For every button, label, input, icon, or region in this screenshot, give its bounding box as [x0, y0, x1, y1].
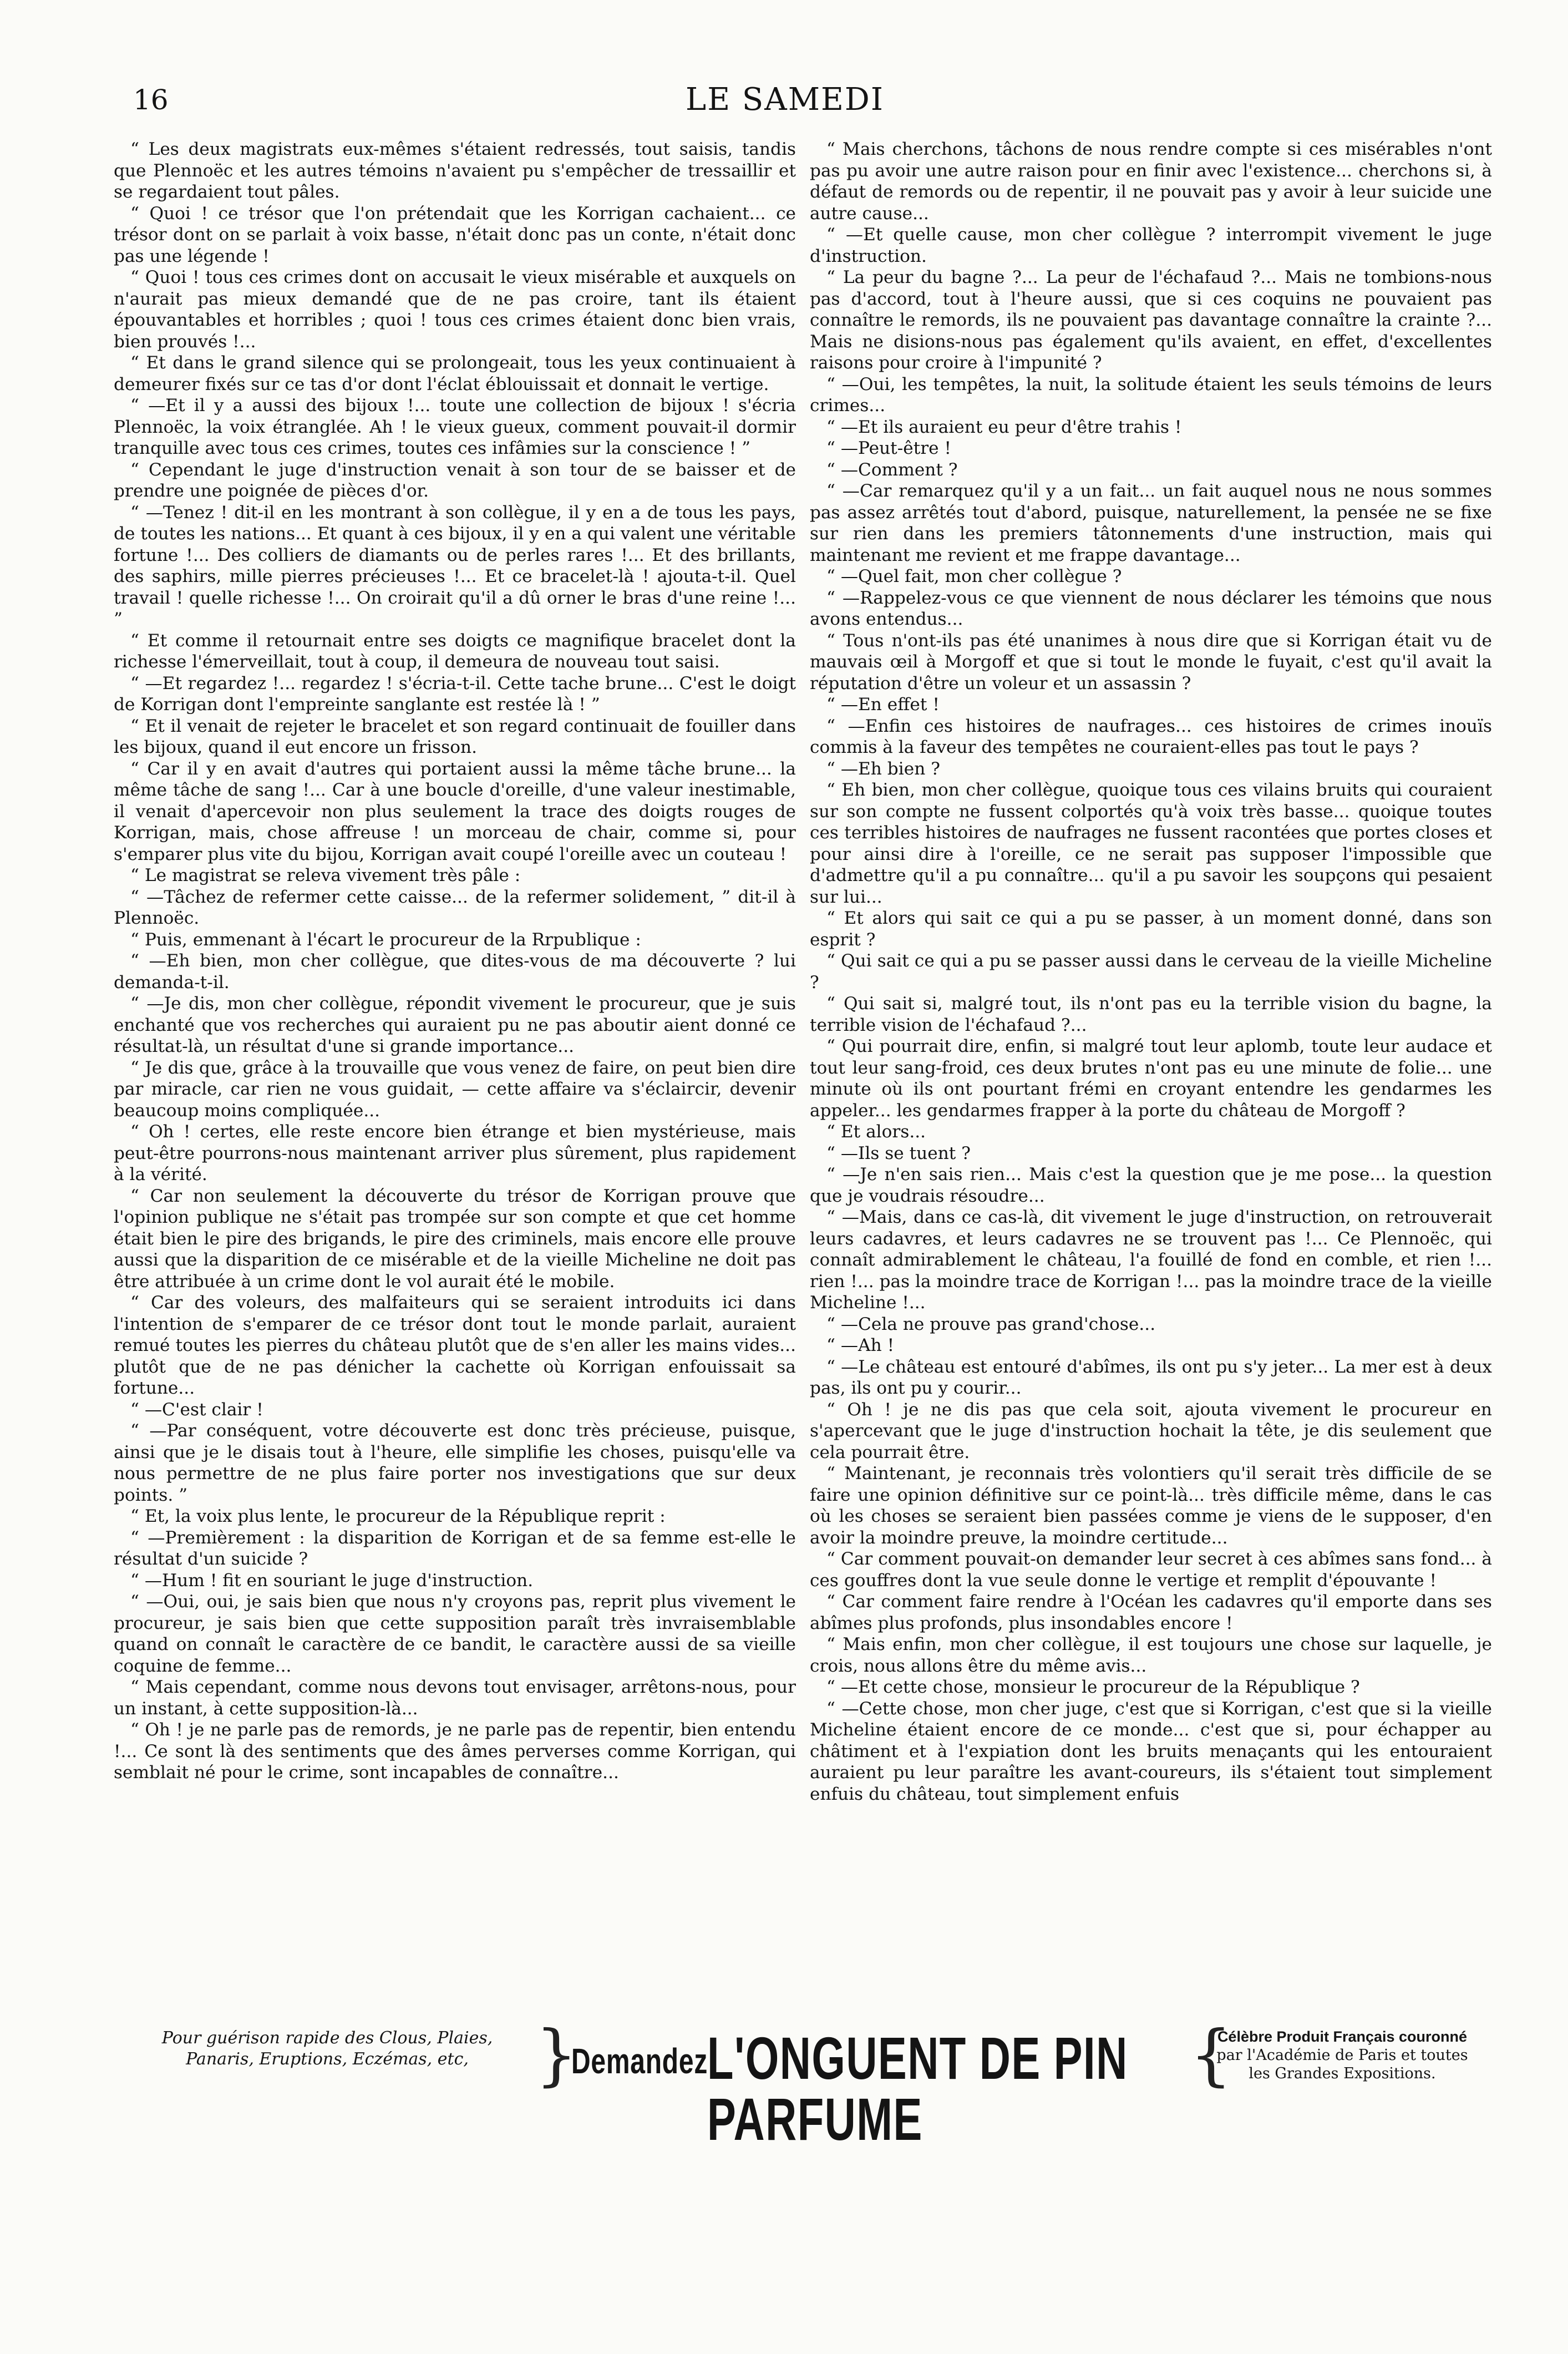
paragraph: “ —Hum ! fit en souriant le juge d'instruction.	[130, 1570, 534, 1591]
paragraph: “ —Tâchez de refermer cette caisse... de la refermer solidement, ” dit-il à Plennoëc.	[114, 887, 796, 928]
paragraph: “ Et alors...	[826, 1122, 926, 1142]
paragraph: “ —Peut-être !	[826, 438, 952, 458]
paragraph: “ Qui sait ce qui a pu se passer aussi dans le cerveau de la vieille Micheline ?	[810, 951, 1492, 993]
paragraph: “ Tous n'ont-ils pas été unanimes à nous dire que si Korrigan était vu de mauvais œil à Morgoff et que si tout le monde le fuyait, c'est qu'il avait la réputation d'être un voleur et un assassin ?	[810, 630, 1492, 693]
paragraph: “ Car non seulement la découverte du trésor de Korrigan prouve que l'opinion publique ne s'était pas trompée sur son compte et que cet homme était bien le pire des brigands, le pire des criminels, mais encore elle prouve aussi que la disparition de ce misérable et de la vieille Micheline ne doit pas être attribuée à un crime dont le vol aurait été le mobile.	[114, 1186, 796, 1292]
ad-left-text	[122, 2028, 532, 2070]
paragraph: “ —Quel fait, mon cher collègue ?	[826, 566, 1122, 586]
paragraph: “ —Ah !	[826, 1335, 895, 1355]
paragraph: “ —Eh bien, mon cher collègue, que dites-vous de ma découverte ? lui demanda-t-il.	[114, 951, 796, 993]
paragraph: “ —Le château est entouré d'abîmes, ils ont pu s'y jeter... La mer est à deux pas, ils ont pu y courir...	[810, 1356, 1492, 1398]
paragraph: “ Et alors qui sait ce qui a pu se passer, à un moment donné, dans son esprit ?	[810, 908, 1492, 950]
paragraph: “ —Et regardez !... regardez ! s'écria-t-il. Cette tache brune... C'est le doigt de Korrigan dont l'empreinte sanglante est restée là ! ”	[114, 673, 796, 715]
paragraph: “ Eh bien, mon cher collègue, quoique tous ces vilains bruits qui couraient sur son compte ne fussent colportés qu'à voix très basse... quoique toutes ces terribles histoires de naufrages ne fussent racontées que portes closes et pour ainsi dire à l'oreille, ce ne serait pas supposer l'impossible que d'admettre qu'il a pu connaître... qu'il a pu savoir les soupçons qui pesaient sur lui...	[810, 780, 1492, 907]
ad-right-text	[1215, 2028, 1470, 2083]
paragraph: “ Quoi ! tous ces crimes dont on accusait le vieux misérable et auxquels on n'aurait pas mieux demandé que de ne pas croire, tant ils étaient épouvantables et horribles ; quoi ! tous ces crimes étaient donc bien vrais, bien prouvés !...	[114, 267, 796, 352]
paragraph: “ —Par conséquent, votre découverte est donc très précieuse, puisque, ainsi que je le disais tout à l'heure, elle simplifie les choses, puisqu'elle va nous permettre de ne plus faire porter nos investigations que sur deux points. ”	[114, 1421, 796, 1505]
paragraph: “ Et comme il retournait entre ses doigts ce magnifique bracelet dont la richesse l'émerveillait, tout à coup, il demeura de nouveau tout saisi.	[114, 630, 796, 672]
paragraph: “ —Car remarquez qu'il y a un fait... un fait auquel nous ne nous sommes pas assez arrêtés tout d'abord, puisque, naturellement, la pensée ne se fixe sur rien dans les premiers tâtonnements d'une instruction, mais qui maintenant me revient et me frappe davantage...	[810, 481, 1492, 565]
paragraph: “ —Et cette chose, monsieur le procureur de la République ?	[826, 1677, 1360, 1697]
text-column-right	[810, 139, 1492, 1986]
paragraph: “ —Mais, dans ce cas-là, dit vivement le juge d'instruction, on retrouverait leurs cadavres, et leurs cadavres ne se trouvent pas !... Ce Plennoëc, qui connaît admirablement le château, l'a fouillé de fond en comble, et rien !... rien !... pas la moindre trace de Korrigan !... pas la moindre trace de la vieille Micheline !...	[810, 1207, 1492, 1313]
paragraph: “ Car des voleurs, des malfaiteurs qui se seraient introduits ici dans l'intention de s'emparer de ce trésor dont tout le monde parlait, auraient remué toutes les pierres du château plutôt que de s'en aller les mains vides... plutôt que de ne pas dénicher la cachette où Korrigan enfouissait sa fortune...	[114, 1293, 796, 1398]
paragraph: “ Quoi ! ce trésor que l'on prétendait que les Korrigan cachaient... ce trésor dont on se parlait à voix basse, n'était donc pas un conte, n'était donc pas une légende !	[114, 203, 796, 266]
paragraph: “ Oh ! je ne parle pas de remords, je ne parle pas de repentir, bien entendu !... Ce sont là des sentiments que des âmes perverses comme Korrigan, qui semblait né pour le crime, sont incapables de connaître...	[114, 1720, 796, 1783]
paragraph: “ Puis, emmenant à l'écart le procureur de la Rrpublique :	[130, 929, 641, 950]
paragraph: “ La peur du bagne ?... La peur de l'échafaud ?... Mais ne tombions-nous pas d'accord, tout à l'heure aussi, que si ces coquins ne pouvaient pas connaître le remords, ils ne pouvaient pas davantage connaître la crainte ?... Mais ne disions-nous pas également qu'ils avaient, en effet, d'excellentes raisons pour croire à l'impunité ?	[810, 267, 1492, 373]
paragraph: “ —Cette chose, mon cher juge, c'est que si Korrigan, c'est que si la vieille Micheline étaient encore de ce monde... c'est que si, pour échapper au châtiment et à l'expiation dont les bruits menaçants qui les entouraient auraient pu leur paraître les avant-coureurs, ils s'étaient tout simplement enfuis du château, tout simplement enfuis	[810, 1698, 1492, 1804]
page-number: 16	[133, 84, 169, 116]
ad-right-line: les Grandes Expositions.	[1249, 2065, 1436, 2082]
paragraph: “ Car il y en avait d'autres qui portaient aussi la même tâche brune... la même tâche de sang !... Car à une boucle d'oreille, d'une valeur inestimable, il venait d'apercevoir non plus seulement la trace des doigts rouges de Korrigan, mais, chose affreuse ! un morceau de chair, comme si, pour s'emparer plus vite du bijou, Korrigan avait coupé l'oreille avec un couteau !	[114, 758, 796, 864]
paragraph: “ Car comment faire rendre à l'Océan les cadavres qu'il emporte dans ses abîmes plus profonds, plus insondables encore !	[810, 1592, 1492, 1633]
paragraph: “ —Oui, oui, je sais bien que nous n'y croyons pas, reprit plus vivement le procureur, je sais bien que cette supposition paraît très invraisemblable quand on connaît le caractère de ce bandit, le caractère aussi de sa vieille coquine de femme...	[114, 1592, 796, 1676]
paragraph: “ Et, la voix plus lente, le procureur de la République reprit :	[130, 1506, 666, 1526]
paragraph: “ —Eh bien ?	[826, 758, 940, 779]
paragraph: “ —Comment ?	[826, 459, 958, 480]
paragraph: “ —Ils se tuent ?	[826, 1143, 971, 1163]
text-column-left	[114, 139, 796, 1986]
ad-left-line: Panaris, Eruptions, Eczémas, etc,	[186, 2049, 469, 2069]
ad-right-line: par l'Académie de Paris et toutes	[1216, 2047, 1468, 2064]
paragraph: “ Cependant le juge d'instruction venait à son tour de se baisser et de prendre une poignée de pièces d'or.	[114, 459, 796, 501]
paragraph: “ —Je dis, mon cher collègue, répondit vivement le procureur, que je suis enchanté que vos recherches qui auraient pu ne pas aboutir aient donné ce résultat-là, un résultat d'une si grande importance...	[114, 994, 796, 1056]
paragraph: “ —C'est clair !	[130, 1399, 263, 1420]
paragraph: “ —Et il y a aussi des bijoux !... toute une collection de bijoux ! s'écria Plennoëc, la voix étranglée. Ah ! le vieux gueux, comment pouvait-il dormir tranquille avec tous ces crimes, toutes ces infâmies sur la conscience ! ”	[114, 396, 796, 458]
paragraph: “ Qui sait si, malgré tout, ils n'ont pas eu la terrible vision du bagne, la terrible vision de l'échafaud ?...	[810, 994, 1492, 1035]
paragraph: “ —Et quelle cause, mon cher collègue ? interrompit vivement le juge d'instruction.	[810, 225, 1492, 266]
page-header	[83, 83, 1486, 128]
paragraph: “ —Oui, les tempêtes, la nuit, la solitude étaient les seuls témoins de leurs crimes...	[810, 374, 1492, 416]
paragraph: “ Mais enfin, mon cher collègue, il est toujours une chose sur laquelle, je crois, nous allons être du même avis...	[810, 1634, 1492, 1676]
ad-product-name: L'ONGUENT DE PIN PARFUME	[707, 2024, 1128, 2153]
paragraph: “ —En effet !	[826, 695, 940, 715]
paragraph: “ —Rappelez-vous ce que viennent de nous déclarer les témoins que nous avons entendus...	[810, 588, 1492, 629]
paragraph: “ Oh ! je ne dis pas que cela soit, ajouta vivement le procureur en s'apercevant que le juge d'instruction hochait la tête, je dis seulement que cela pourrait être.	[810, 1399, 1492, 1462]
advertisement	[89, 2011, 1492, 2153]
paragraph: “ Car comment pouvait-on demander leur secret à ces abîmes sans fond... à ces gouffres dont la vue seule donne le vertige et remplit d'épouvante !	[810, 1549, 1492, 1591]
right-brace-icon: }	[535, 2017, 578, 2094]
paragraph: “ Mais cherchons, tâchons de nous rendre compte si ces misérables n'ont pas pu avoir une autre raison pour en finir avec l'existence... cherchons si, à défaut de remords ou de repentir, il ne pouvait pas y avoir à leur suicide une autre cause...	[810, 139, 1492, 224]
left-brace-icon: {	[1190, 2017, 1232, 2094]
ad-left-line: Pour guérison rapide des Clous, Plaies,	[161, 2028, 493, 2048]
ad-right-line: Célèbre Produit Français couronné	[1217, 2028, 1468, 2045]
paragraph: “ Les deux magistrats eux-mêmes s'étaient redressés, tout saisis, tandis que Plennoëc et les autres témoins n'avaient pu s'empêcher de tressaillir et se regardaient tout pâles.	[114, 139, 796, 202]
paragraph: “ —Cela ne prouve pas grand'chose...	[826, 1314, 1156, 1334]
paragraph: “ Et dans le grand silence qui se prolongeait, tous les yeux continuaient à demeurer fixés sur ce tas d'or dont l'éclat éblouissait et donnait le vertige.	[114, 353, 796, 394]
paragraph: “ Maintenant, je reconnais très volontiers qu'il serait très difficile de se faire une opinion définitive sur ce point-là... très difficile même, dans le cas où les choses se seraient bien passées comme je viens de le supposer, d'en avoir la moindre preuve, la moindre certitude...	[810, 1464, 1492, 1548]
paragraph: “ Oh ! certes, elle reste encore bien étrange et bien mystérieuse, mais peut-être pourrons-nous maintenant arriver plus sûrement, plus rapidement à la vérité.	[114, 1122, 796, 1184]
paragraph: “ —Premièrement : la disparition de Korrigan et de sa femme est-elle le résultat d'un suicide ?	[114, 1527, 796, 1569]
paragraph: “ Qui pourrait dire, enfin, si malgré tout leur aplomb, toute leur audace et tout leur sang-froid, ces deux brutes n'ont pas eu une minute de folie... une minute où ils ont pourtant frémi en croyant entendre les gendarmes les appeler... les gendarmes frapper à la porte du château de Morgoff ?	[810, 1036, 1492, 1121]
paragraph: “ Je dis que, grâce à la trouvaille que vous venez de faire, on peut bien dire par miracle, car rien ne vous guidait, — cette affaire va s'éclaircir, devenir beaucoup moins compliquée...	[114, 1057, 796, 1121]
paragraph: “ Le magistrat se releva vivement très pâle :	[130, 865, 521, 885]
ad-demandez: Demandez	[571, 2041, 708, 2081]
running-title: LE SAMEDI	[686, 82, 884, 118]
paragraph: “ —Enfin ces histoires de naufrages... ces histoires de crimes inouïs commis à la faveur des tempêtes ne couraient-elles pas tout le pays ?	[810, 716, 1492, 757]
paragraph: “ Mais cependant, comme nous devons tout envisager, arrêtons-nous, pour un instant, à cette supposition-là...	[114, 1677, 796, 1719]
paragraph: “ —Et ils auraient eu peur d'être trahis !	[826, 417, 1182, 437]
paragraph: “ —Je n'en sais rien... Mais c'est la question que je me pose... la question que je voudrais résoudre...	[810, 1165, 1492, 1206]
paragraph: “ Et il venait de rejeter le bracelet et son regard continuait de fouiller dans les bijoux, quand il eut encore un frisson.	[114, 716, 796, 757]
paragraph: “ —Tenez ! dit-il en les montrant à son collègue, il y en a de tous les pays, de toutes les nations... Et quant à ces bijoux, il y en a qui valent une véritable fortune !... Des colliers de diamants ou de perles rares !... Et des brillants, des saphirs, mille pierres précieuses !... Et ce bracelet-là ! ajouta-t-il. Quel travail ! quelle richesse !... On croirait qu'il a dû orner le bras d'une reine !... ”	[114, 502, 796, 629]
